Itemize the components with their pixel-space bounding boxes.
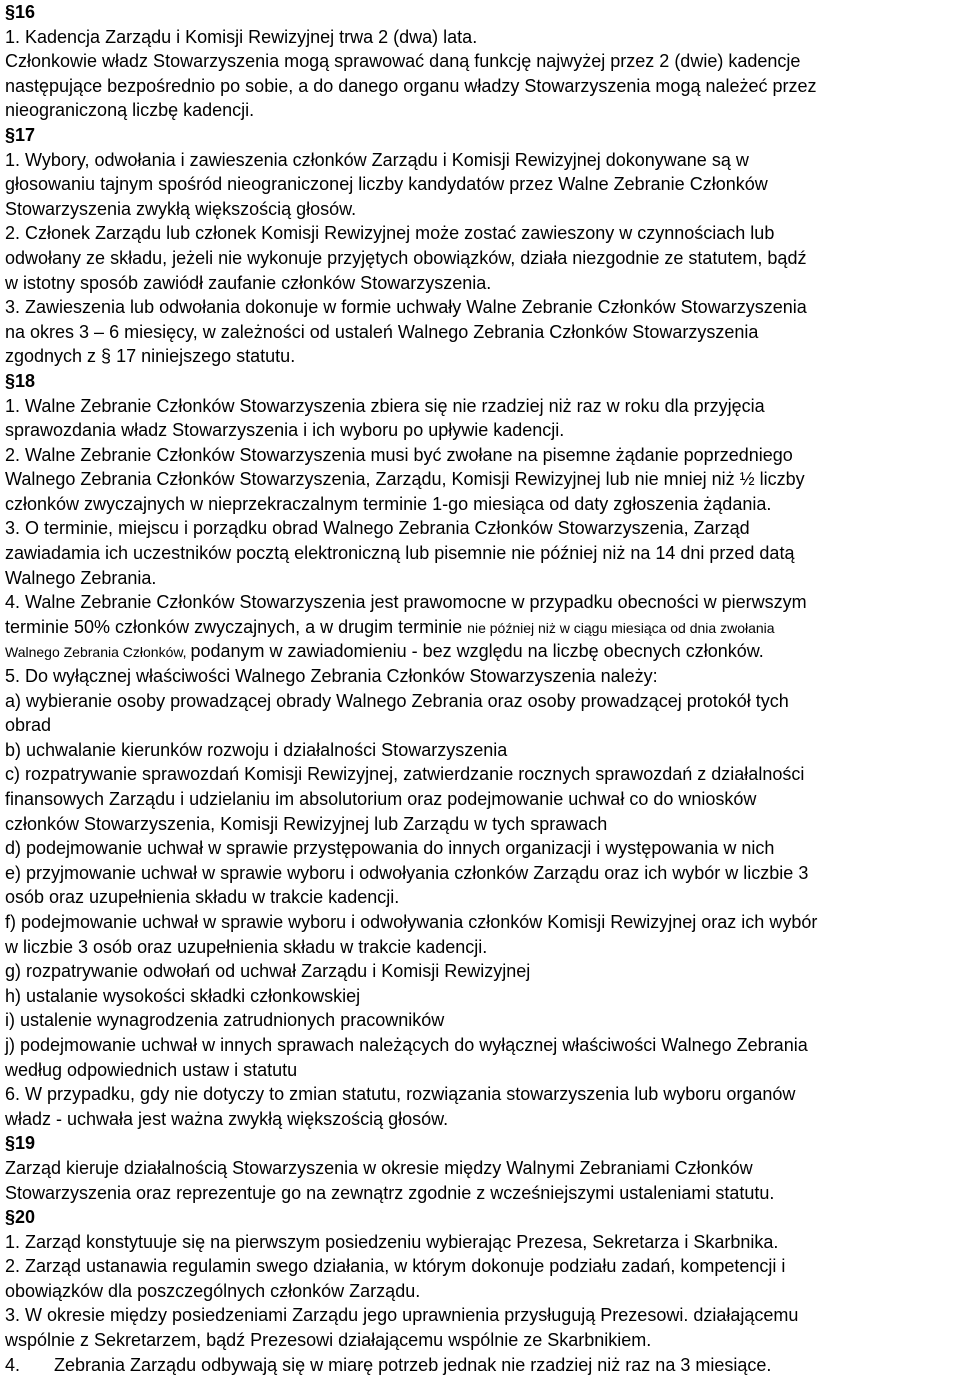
text-line: 1. Wybory, odwołania i zawieszenia członków Zarządu i Komisji Rewizyjnej dokonywane są w [5,149,749,170]
text-line: 4. Walne Zebranie Członków Stowarzyszenia jest prawomocne w przypadku obecności w pierwszym [5,592,807,613]
text-line: Walnego Zebrania Członków Stowarzyszenia, Zarządu, Komisji Rewizyjnej lub nie mniej niż ½ liczby [5,469,805,490]
text-line: g) rozpatrywanie odwołań od uchwał Zarządu i Komisji Rewizyjnej [5,961,531,982]
text-line: 2. Zarząd ustanawia regulamin swego działania, w którym dokonuje podziału zadań, kompetencji i [5,1256,786,1277]
text-line: a) wybieranie osoby prowadzącej obrady Walnego Zebrania oraz osoby prowadzącej protokół tych [5,690,789,711]
text-line: w istotny sposób zawiódł zaufanie członków Stowarzyszenia. [5,272,492,293]
text-line-mixed [5,639,960,664]
text-line: 2. Członek Zarządu lub członek Komisji Rewizyjnej może zostać zawieszony w czynnościach lub [5,223,775,244]
text-line: b) uchwalanie kierunków rozwoju i działalności Stowarzyszenia [5,739,508,760]
text-line: obowiązków dla poszczególnych członków Zarządu. [5,1280,421,1301]
text-line: h) ustalanie wysokości składki członkowskiej [5,985,361,1006]
text-line: d) podejmowanie uchwał w sprawie przystępowania do innych organizacji i występowania w nich [5,838,775,859]
text-line: Walnego Zebrania. [5,567,157,588]
text-line: f) podejmowanie uchwał w sprawie wyboru i odwoływania członków Komisji Rewizyjnej oraz ich wybór [5,911,818,932]
section-heading-19: §19 [5,1133,36,1154]
text-line: władz - uchwała jest ważna zwykłą większością głosów. [5,1108,449,1129]
text-line: 3. W okresie między posiedzeniami Zarządu jego uprawnienia przysługują Prezesowi. działającemu [5,1305,799,1326]
text-line: 1. Kadencja Zarządu i Komisji Rewizyjnej trwa 2 (dwa) lata. [5,26,478,47]
text-line: 6. W przypadku, gdy nie dotyczy to zmian statutu, rozwiązania stowarzyszenia lub wyboru organów [5,1084,796,1105]
text-line: następujące bezpośrednio po sobie, a do danego organu władzy Stowarzyszenia mogą należeć przez [5,75,817,96]
text-line: członków Stowarzyszenia, Komisji Rewizyjnej lub Zarządu w tych sprawach [5,813,608,834]
text-line: wspólnie z Sekretarzem, bądź Prezesowi działającemu wspólnie ze Skarbnikiem. [5,1330,652,1351]
text-line: e) przyjmowanie uchwał w sprawie wyboru i odwołyania członków Zarządu oraz ich wybór w liczbie 3 [5,862,809,883]
text-line: Stowarzyszenia zwykłą większością głosów. [5,198,357,219]
text-line: Członkowie władz Stowarzyszenia mogą sprawować daną funkcję najwyżej przez 2 (dwie) kadencje [5,51,801,72]
section-heading-17: §17 [5,124,36,145]
text-line: Zarząd kieruje działalnością Stowarzyszenia w okresie między Walnymi Zebraniami Członków [5,1157,753,1178]
text-line: Stowarzyszenia oraz reprezentuje go na zewnątrz zgodnie z wcześniejszymi ustaleniami statutu. [5,1182,775,1203]
text-segment: Zebrania Zarządu odbywają się w miarę potrzeb jednak nie rzadziej niż raz na 3 miesiące. [54,1354,772,1375]
text-line: 5. Do wyłącznej właściwości Walnego Zebrania Członków Stowarzyszenia należy: [5,666,658,687]
text-line-last [5,1353,960,1378]
text-line: na okres 3 – 6 miesięcy, w zależności od ustaleń Walnego Zebrania Członków Stowarzyszenia [5,321,759,342]
small-text-segment: nie później niż w ciągu miesiąca od dnia zwołania [467,619,775,636]
text-line: finansowych Zarządu i udzielaniu im absolutorium oraz podejmowanie uchwał co do wniosków [5,789,757,809]
text-line: 2. Walne Zebranie Członków Stowarzyszenia musi być zwołane na pisemne żądanie poprzedniego [5,444,793,465]
text-segment: podanym w zawiadomieniu - bez względu na liczbę obecnych członków. [190,641,764,662]
text-line: sprawozdania władz Stowarzyszenia i ich wyboru po upływie kadencji. [5,420,565,441]
text-line: c) rozpatrywanie sprawozdań Komisji Rewizyjnej, zatwierdzanie rocznych sprawozdań z działalności [5,764,805,785]
document-page [5,0,960,1377]
text-segment: terminie 50% członków zwyczajnych, a w drugim terminie [5,616,468,637]
text-line: 3. O terminie, miejscu i porządku obrad Walnego Zebrania Członków Stowarzyszenia, Zarząd [5,518,750,539]
text-line: 1. Zarząd konstytuuje się na pierwszym posiedzeniu wybierając Prezesa, Sekretarza i Skarbnika. [5,1231,779,1252]
text-line: 1. Walne Zebranie Członków Stowarzyszenia zbiera się nie rzadziej niż raz w roku dla przyjęcia [5,395,765,416]
text-line: obrad [5,715,52,736]
text-line: według odpowiednich ustaw i statutu [5,1059,298,1080]
section-heading-18: §18 [5,370,36,391]
text-line: i) ustalenie wynagrodzenia zatrudnionych pracowników [5,1010,445,1031]
text-line: członków zwyczajnych w nieprzekraczalnym terminie 1-go miesiąca od daty zgłoszenia żądania. [5,493,772,514]
list-number: 4. [5,1354,21,1375]
text-line: głosowaniu tajnym spośród nieograniczonej liczby kandydatów przez Walne Zebranie Członków [5,174,768,195]
section-heading-20: §20 [5,1207,36,1228]
small-text-segment: Walnego Zebrania Członków, [5,644,191,661]
text-line: nieograniczoną liczbę kadencji. [5,100,255,121]
text-line: odwołany ze składu, jeżeli nie wykonuje przyjętych obowiązków, działa niezgodnie ze statutem, bądź [5,247,807,268]
text-line: j) podejmowanie uchwał w innych sprawach należących do wyłącznej właściwości Walnego Zebrania [5,1034,808,1055]
text-line: w liczbie 3 osób oraz uzupełnienia składu w trakcie kadencji. [5,936,488,957]
text-line: zawiadamia ich uczestników pocztą elektroniczną lub pisemnie nie później niż na 14 dni przed datą [5,543,795,564]
text-line: zgodnych z § 17 niniejszego statutu. [5,346,296,367]
text-line: 3. Zawieszenia lub odwołania dokonuje w formie uchwały Walne Zebranie Członków Stowarzyszenia [5,297,807,318]
text-line: osób oraz uzupełnienia składu w trakcie kadencji. [5,887,400,908]
text-line-mixed [5,615,960,640]
section-heading-16: §16 [5,2,36,22]
